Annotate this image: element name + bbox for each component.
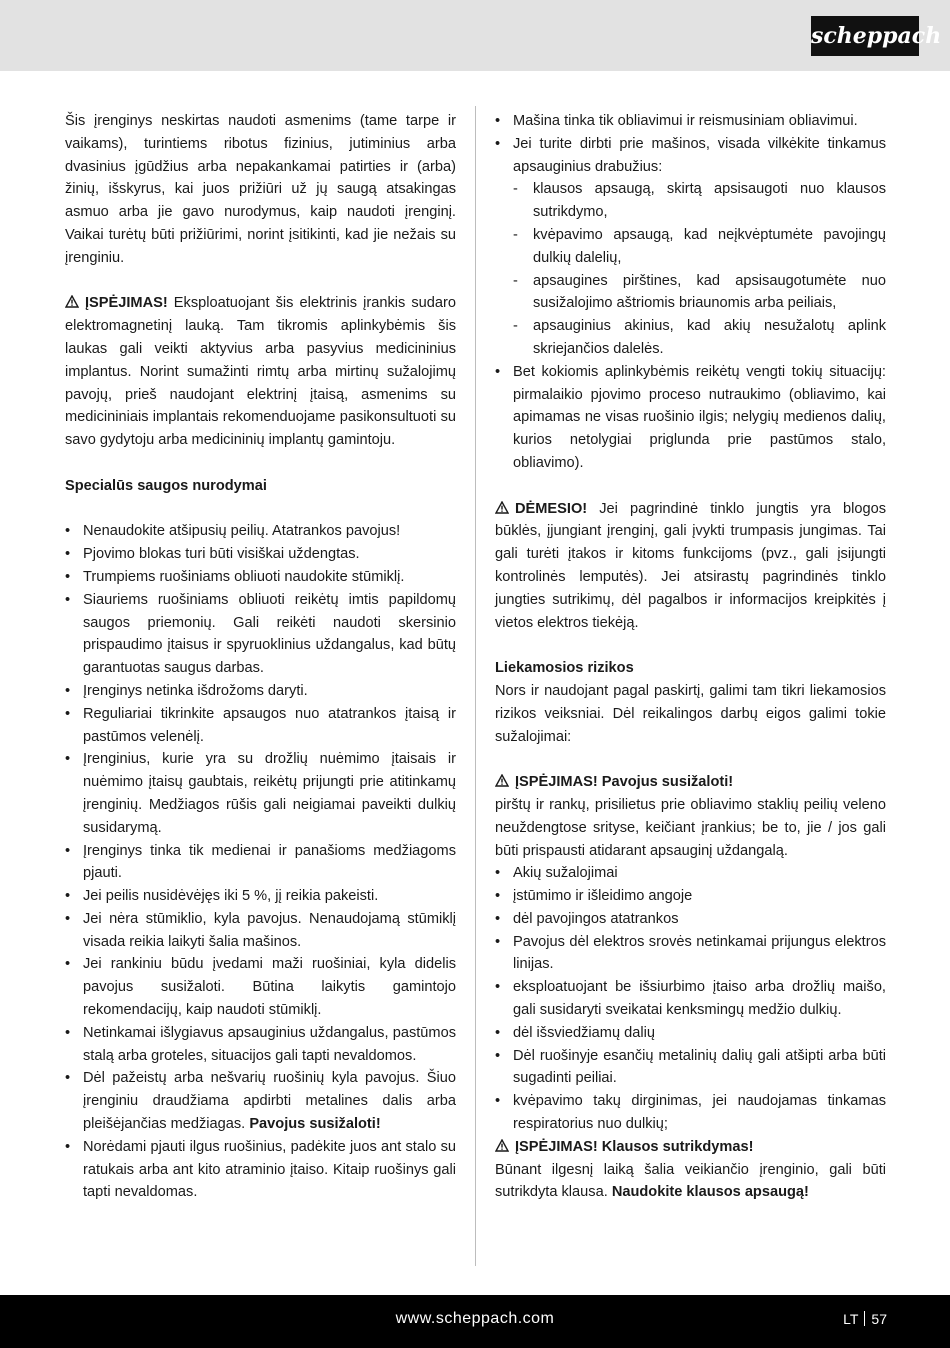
list-item: • Reguliariai tikrinkite apsaugos nuo atatrankos įtaisą ir pastūmos velenėlį. (65, 703, 456, 749)
list-item: • Jei peilis nusidėvėjęs iki 5 %, jį reikia pakeisti. (65, 885, 456, 908)
list-item: - kvėpavimo apsaugą, kad neįkvėptumėte pavojingų dulkių dalelių, (495, 224, 886, 270)
list-item: - klausos apsaugą, skirtą apsisaugoti nuo klausos sutrikdymo, (495, 178, 886, 224)
list-item: - apsaugines pirštines, kad apsisaugotumėte nuo susižalojimo aštriomis briaunomis arba peiliais, (495, 270, 886, 316)
warning-triangle-icon (495, 501, 509, 514)
column-divider (475, 106, 476, 1266)
page-separator (864, 1311, 865, 1326)
injury-text: pirštų ir rankų, prisilietus prie obliavimo staklių peilių veleno neuždengtose srityse, keičiant įrankius; be to, jie / jos gali būti prispausti atidarant apsauginį uždangalą. (495, 796, 886, 859)
list-item (495, 133, 886, 361)
footer-bar (0, 1295, 950, 1348)
emf-warning (65, 292, 456, 452)
hearing-warning-label: ĮSPĖJIMAS! Klausos sutrikdymas! (515, 1138, 754, 1155)
list-item: • Dėl ruošinyje esančių metalinių dalių gali atšipti arba būti sugadinti peiliai. (495, 1045, 886, 1091)
list-item: • įstūmimo ir išleidimo angoje (495, 885, 886, 908)
list-item: • dėl pavojingos atatrankos (495, 908, 886, 931)
clothing-list (495, 178, 886, 360)
page-number (843, 1311, 887, 1327)
list-item: • Siauriems ruošiniams obliuoti reikėtų imtis papildomų saugos priemonių. Gali reikėti naudoti skersinio prispaudimo įtaisus ir spyruoklinius uždangalus, kad būtų garantuotas saugus darbas. (65, 589, 456, 680)
list-item: - apsauginius akinius, kad akių nesužalotų aplink skriejančios dalelės. (495, 315, 886, 361)
list-item: • Pjovimo blokas turi būti visiškai uždengtas. (65, 543, 456, 566)
list-item: • Bet kokiomis aplinkybėmis reikėtų vengti tokių situacijų: pirmalaikio pjovimo proceso nutraukimo (obliavimo, kai apimamas ne visas ruošinio ilgis; nelygių medienos dalių, kurios netolygiai priglunda prie pastūmos stalo, obliavimo). (495, 361, 886, 475)
list-item: • Jei rankiniu būdu įvedami maži ruošiniai, kyla didelis pavojus susižaloti. Būtina laikytis gamintojo rekomendacijų, kaip naudoti stūmiklį. (65, 953, 456, 1021)
list-item: • Netinkamai išlygiavus apsauginius uždangalus, pastūmos stalą arba groteles, situacijos gali tapti nevaldomos. (65, 1022, 456, 1068)
list-item: • Jei nėra stūmiklio, kyla pavojus. Nenaudojamą stūmiklį visada reikia laikyti šalia mašinos. (65, 908, 456, 954)
list-item: • Mašina tinka tik obliavimui ir reismusiniam obliavimui. (495, 110, 886, 133)
warning-triangle-icon (65, 295, 79, 308)
page-number-value: 57 (871, 1311, 887, 1327)
intro-paragraph: Šis įrenginys neskirtas naudoti asmenims (tame tarpe ir vaikams), turintiems ribotus fizinius, jutiminius arba dvasinius įgūdžius arba nepakankamai patirties ir (arba) žinių, išskyrus, kai juos prižiūri už jų saugą atsakingas asmuo arba jie gavo nurodymus, kaip naudoti įrenginį. Vaikai turėtų būti prižiūrimi, norint įsitikinti, kad jie nežais su įrenginiu. (65, 113, 456, 266)
injury-warning-label: ĮSPĖJIMAS! Pavojus susižaloti! (515, 774, 734, 791)
warning-triangle-icon (495, 1139, 509, 1152)
attention-paragraph (495, 498, 886, 635)
attention-text: Jei pagrindinė tinklo jungtis yra blogos būklės, įjungiant įrenginį, gali įvykti trumpasis jungimas. Tai gali turėti įtakos ir kitoms funkcijoms (pvz., gali įsijungti kontrolinės lemputės). Jei atsirastų pagrindinės tinklo jungties sutrikimų, dėl pagalbos ir informacijos kreipkitės į vietos elektros tiekėją. (495, 500, 886, 631)
hearing-warning-heading (495, 1136, 886, 1159)
list-item: • kvėpavimo takų dirginimas, jei naudojamas tinkamas respiratorius nuo dulkių; (495, 1090, 886, 1136)
injury-warning-heading (495, 771, 886, 794)
attention-label: DĖMESIO! (515, 500, 588, 517)
machine-use-list (495, 110, 886, 475)
list-item: • eksploatuojant be išsiurbimo įtaiso arba drožlių maišo, gali susidaryti sveikatai kenksmingų medžio dulkių. (495, 976, 886, 1022)
special-safety-heading: Specialūs saugos nurodymai (65, 477, 267, 494)
residual-risks-heading: Liekamosios rizikos (495, 660, 634, 677)
right-column (495, 110, 886, 1204)
list-item: • Norėdami pjauti ilgus ruošinius, padėkite juos ant stalo su ratukais arba ant kito atraminio įtaiso. Kitaip ruošinys gali tapti nevaldomas. (65, 1136, 456, 1204)
residual-risks-text: Nors ir naudojant pagal paskirtį, galimi tam tikri liekamosios rizikos veiksniai. Dėl reikalingos darbų eigos galimi tokie sužalojimai: (495, 682, 886, 745)
hearing-text-plain: Būnant ilgesnį laiką šalia veikiančio įrenginio, gali būti sutrikdyta klausa. (495, 1161, 886, 1201)
list-item: • Įrenginys netinka išdrožoms daryti. (65, 680, 456, 703)
header-bar (0, 0, 950, 71)
list-item: • Įrenginius, kurie yra su drožlių nuėmimo įtaisais ir nuėmimo įtaisų gaubtais, reikėtų prijungti prie atitinkamų įrenginių. Medžiagos rūšis gali neigiamai paveikti dulkių susidarymą. (65, 748, 456, 839)
list-item: • Nenaudokite atšipusių peilių. Atatrankos pavojus! (65, 520, 456, 543)
warning-label: ĮSPĖJIMAS! (85, 295, 168, 312)
injuries-list (495, 862, 886, 1136)
footer-url[interactable]: www.scheppach.com (395, 1310, 555, 1327)
special-safety-list (65, 520, 456, 1204)
clothing-intro: Jei turite dirbti prie mašinos, visada vilkėkite tinkamus apsauginius drabužius: (513, 135, 886, 175)
list-item: • dėl išsviedžiamų dalių (495, 1022, 886, 1045)
scheppach-logo: scheppach (811, 16, 919, 56)
list-item: • Pavojus dėl elektros srovės netinkamai prijungus elektros linijas. (495, 931, 886, 977)
warning-text: Eksploatuojant šis elektrinis įrankis sudaro elektromagnetinį lauką. Tam tikromis aplinkybėmis šis laukas gali veikti aktyvius arba pasyvius medicininius implantus. Norint sumažinti rimtų arba mirtinų sužalojimų pavojų, prieš naudojant elektrinį įtaisą, asmenims su medicininiais implantais rekomenduojame pasikonsultuoti su savo gydytoju arba medicininių implantų gamintoju. (65, 295, 456, 449)
list-item: • Akių sužalojimai (495, 862, 886, 885)
left-column (65, 110, 456, 1204)
metal-warning-text: Dėl pažeistų arba nešvarių ruošinių kyla pavojus. Šiuo įrenginiu draudžiama apdirbti metalines dalis arba pleišėjančias medžiagas. (83, 1070, 456, 1133)
hearing-text-bold: Naudokite klausos apsaugą! (611, 1184, 809, 1201)
metal-warning-bold: Pavojus susižaloti! (249, 1116, 381, 1133)
hearing-text (495, 1159, 886, 1205)
list-item: • Trumpiems ruošiniams obliuoti naudokite stūmiklį. (65, 566, 456, 589)
list-item: • Įrenginys tinka tik medienai ir panašioms medžiagoms pjauti. (65, 840, 456, 886)
warning-triangle-icon (495, 774, 509, 787)
list-item (65, 1067, 456, 1135)
language-code: LT (843, 1311, 859, 1327)
